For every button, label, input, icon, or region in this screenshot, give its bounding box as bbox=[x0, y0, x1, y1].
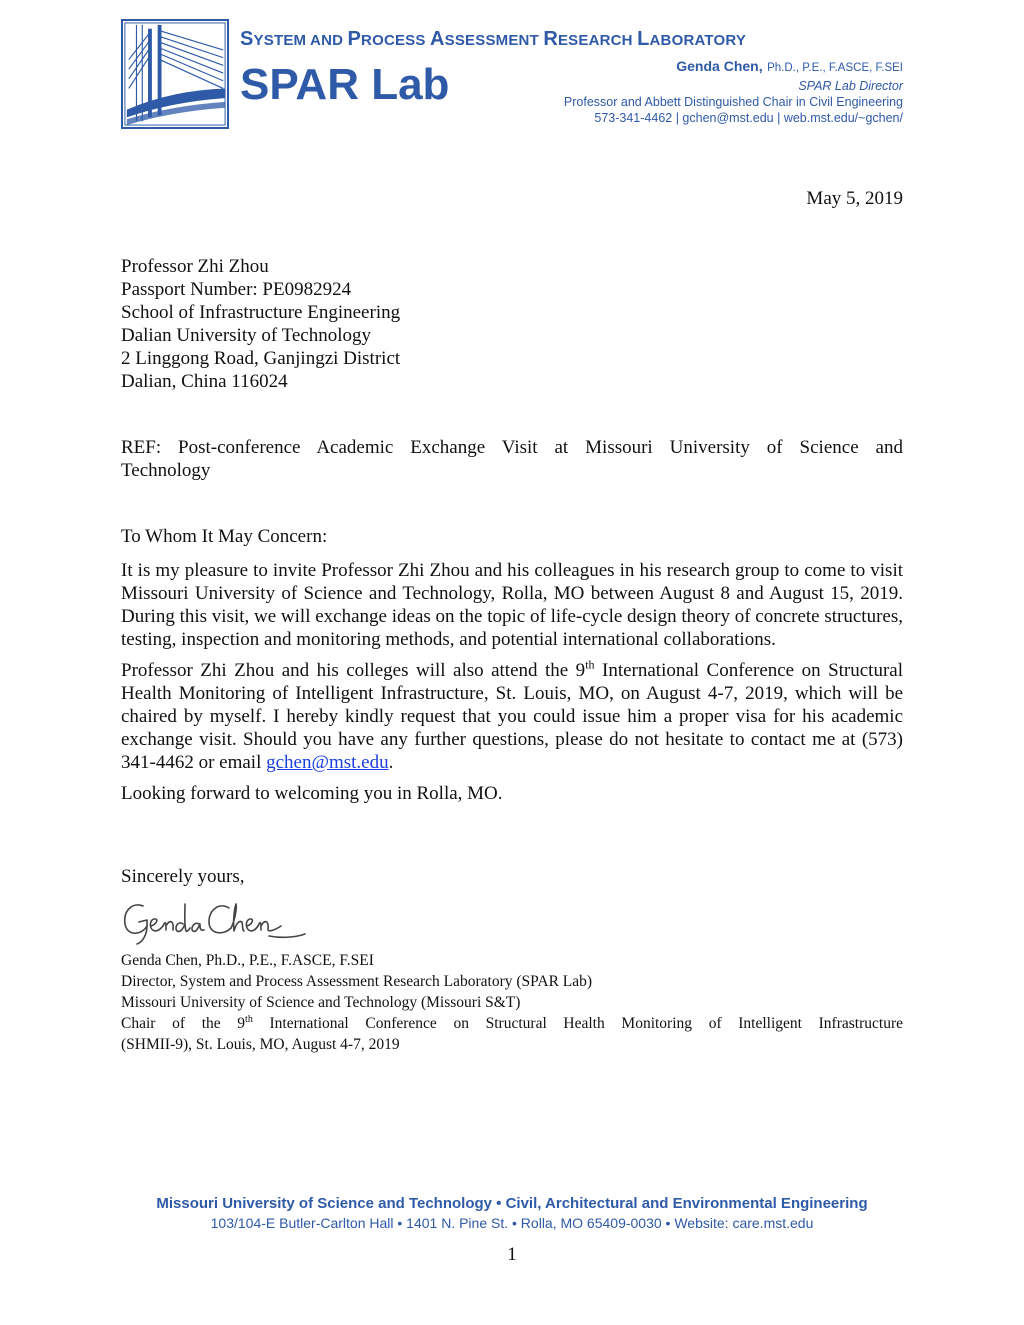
director-contact-block bbox=[564, 58, 903, 125]
reference-line-1: REF: Post-conference Academic Exchange Visit at Missouri University of Science and bbox=[121, 437, 903, 458]
lab-name-word: ABORATORY bbox=[649, 32, 747, 49]
page-number: 1 bbox=[507, 1244, 517, 1265]
address-line: School of Infrastructure Engineering bbox=[121, 302, 401, 323]
footer-address-line: 103/104-E Butler-Carlton Hall • 1401 N. Pine St. • Rolla, MO 65409-0030 • Website: care.mst.edu bbox=[210, 1215, 814, 1231]
signature-chair-line bbox=[121, 1013, 903, 1034]
recipient-address bbox=[121, 255, 400, 393]
director-contact-line: 573-341-4462 | gchen@mst.edu | web.mst.edu/~gchen/ bbox=[594, 111, 903, 125]
director-credentials: Ph.D., P.E., F.ASCE, F.SEI bbox=[767, 62, 903, 74]
address-line: Professor Zhi Zhou bbox=[121, 256, 269, 277]
reference-line bbox=[121, 436, 903, 482]
body-paragraph: Looking forward to welcoming you in Rolla, MO. bbox=[121, 783, 503, 804]
salutation: To Whom It May Concern: bbox=[121, 526, 328, 547]
body-paragraph bbox=[121, 659, 903, 774]
letter-body bbox=[121, 559, 903, 813]
lab-name-letter: R bbox=[543, 28, 558, 50]
lab-short-name: SPAR Lab bbox=[240, 60, 450, 109]
chair-line-text: International Conference on Structural Health Monitoring of Intelligent Infrastructure bbox=[252, 1015, 903, 1032]
handwritten-signature bbox=[119, 896, 311, 946]
lab-name-word: SSESSMENT bbox=[444, 32, 544, 49]
address-line: Passport Number: PE0982924 bbox=[121, 279, 352, 300]
cable-stayed-bridge-logo bbox=[123, 21, 227, 127]
footer-university-line: Missouri University of Science and Technology • Civil, Architectural and Environmental Engineering bbox=[156, 1195, 868, 1212]
lab-name-letter: A bbox=[429, 28, 445, 50]
spar-lab-logo bbox=[121, 19, 229, 129]
closing: Sincerely yours, bbox=[121, 866, 245, 887]
body-paragraph: It is my pleasure to invite Professor Zhi Zhou and his colleagues in his research group to come to visit Missouri University of Science and Technology, Rolla, MO between August 8 and August 15, 2019. During this visit, we will exchange ideas on the topic of life-cycle design theory of concrete structures, testing, inspection and monitoring methods, and potential international collaborations. bbox=[121, 560, 903, 650]
director-name: Genda Chen, bbox=[676, 58, 763, 74]
lab-name-word: YSTEM AND bbox=[253, 32, 348, 49]
lab-name-letter: L bbox=[637, 28, 650, 50]
paragraph-text: Professor Zhi Zhou and his colleges will also attend the 9 bbox=[121, 660, 586, 681]
address-line: 2 Linggong Road, Ganjingzi District bbox=[121, 348, 401, 369]
paragraph-text: International Conference on Structural Health Monitoring of Intelligent Infrastructure, St. Louis, MO, on August 4-7, 2019, which will be chaired by myself. I hereby kindly request that you could issue him a proper visa for his academic exchange visit. Should you have any further questions, please do not hesitate to contact me at (573) 341-4462 or email bbox=[121, 660, 903, 773]
director-role: SPAR Lab Director bbox=[798, 79, 903, 93]
lab-name-letter: P bbox=[347, 28, 362, 50]
lab-full-name bbox=[240, 28, 746, 51]
paragraph-text: . bbox=[388, 752, 394, 773]
reference-line-2: Technology bbox=[121, 460, 211, 481]
letter-date: May 5, 2019 bbox=[806, 188, 903, 209]
signature-line: Missouri University of Science and Technology (Missouri S&T) bbox=[121, 994, 521, 1011]
ordinal-suffix: th bbox=[245, 1013, 253, 1025]
ordinal-suffix: th bbox=[585, 657, 595, 672]
address-line: Dalian University of Technology bbox=[121, 325, 372, 346]
director-chair-title: Professor and Abbett Distinguished Chair in Civil Engineering bbox=[563, 95, 903, 109]
lab-name-letter: S bbox=[240, 28, 254, 50]
address-line: Dalian, China 116024 bbox=[121, 371, 288, 392]
lab-name-word: ESEARCH bbox=[557, 32, 638, 49]
signature-line: Director, System and Process Assessment Research Laboratory (SPAR Lab) bbox=[121, 973, 593, 990]
signature-chair-line-2: (SHMII-9), St. Louis, MO, August 4-7, 2019 bbox=[121, 1036, 400, 1053]
signature-block bbox=[121, 950, 903, 1055]
chair-line-text: Chair of the 9 bbox=[121, 1015, 246, 1032]
email-link[interactable]: gchen@mst.edu bbox=[266, 752, 389, 773]
lab-name-word: ROCESS bbox=[361, 32, 430, 49]
signature-line: Genda Chen, Ph.D., P.E., F.ASCE, F.SEI bbox=[121, 952, 374, 969]
